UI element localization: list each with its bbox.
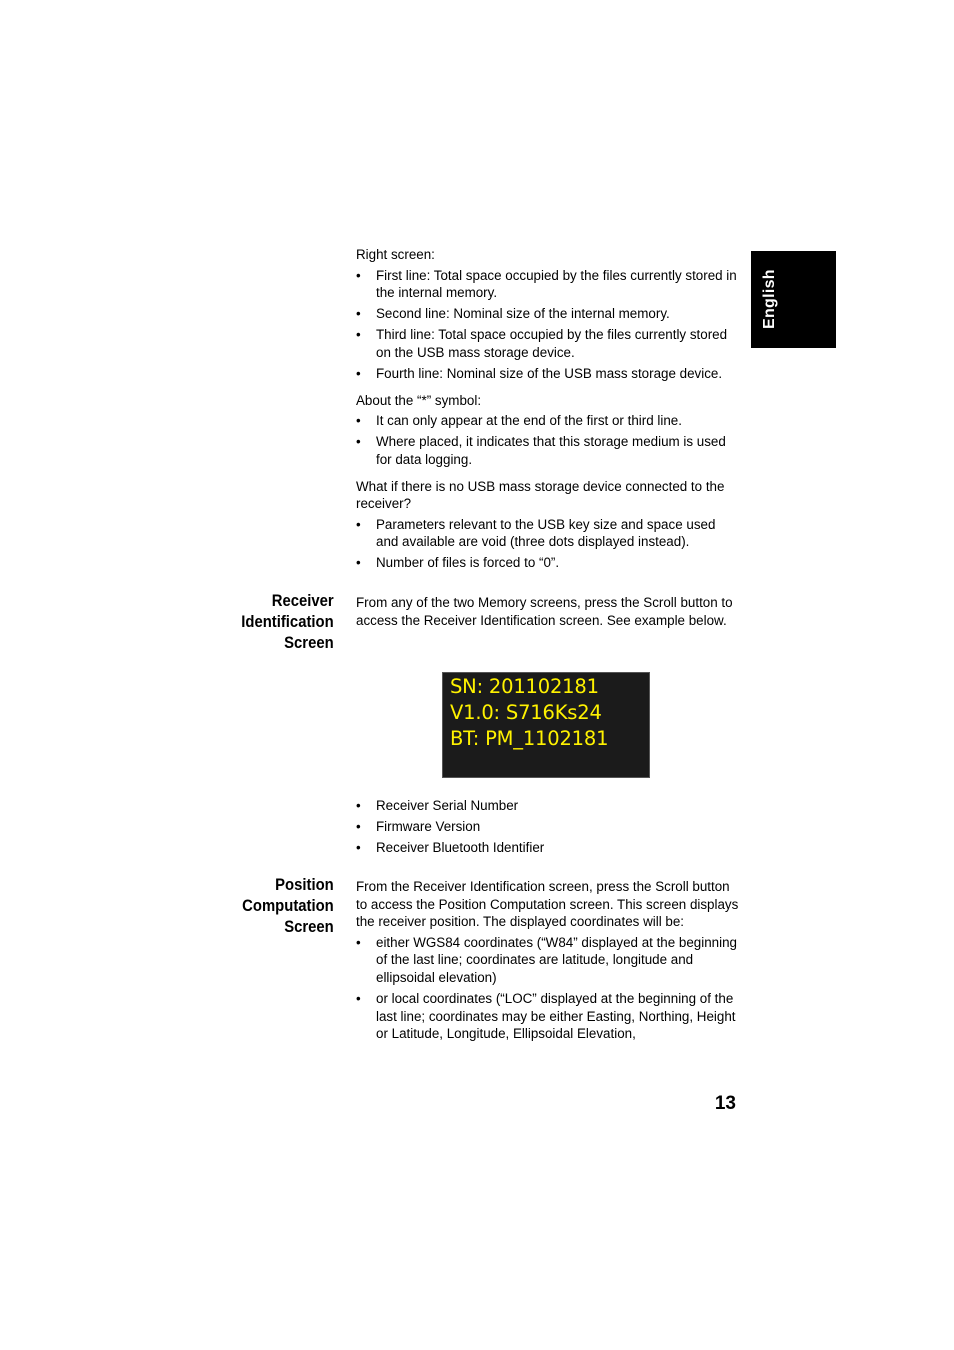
list-item: • Second line: Nominal size of the internal memory. [356, 305, 740, 323]
list-item: • Third line: Total space occupied by the files currently stored on the USB mass storage device. [356, 326, 740, 361]
receiver-identification-list-section [356, 794, 740, 860]
heading-line: Computation [242, 897, 334, 915]
list-item: • Receiver Bluetooth Identifier [356, 839, 740, 857]
paragraph: From any of the two Memory screens, press the Scroll button to access the Receiver Identification screen. See example below. [356, 595, 733, 628]
page-number: 13 [714, 1093, 736, 1114]
receiver-identification-intro [356, 594, 740, 629]
list-item: • or local coordinates (“LOC” displayed at the beginning of the last line; coordinates may be either Easting, Northing, Height or Latitude, Longitude, Ellipsoidal Elevation, [356, 990, 740, 1043]
heading-line: Position [275, 876, 334, 894]
language-tab [751, 251, 836, 348]
list-item: • Number of files is forced to “0”. [356, 554, 740, 572]
memory-notes-section [356, 246, 740, 576]
paragraph: From the Receiver Identification screen, press the Scroll button to access the Position Computation screen. This screen displays the receiver position. The displayed coordinates will be: [356, 879, 739, 930]
list-item: • Fourth line: Nominal size of the USB mass storage device. [356, 365, 740, 383]
heading-line: Screen [284, 918, 334, 936]
list-item: • either WGS84 coordinates (“W84” displayed at the beginning of the last line; coordinates are latitude, longitude and ellipsoidal elevation) [356, 934, 740, 987]
symbol-label: About the “*” symbol: [356, 392, 482, 408]
list-item: • First line: Total space occupied by the files currently stored in the internal memory. [356, 267, 740, 302]
receiver-display-screen [442, 672, 650, 778]
position-computation-section [356, 878, 740, 1046]
list-item: • Receiver Serial Number [356, 797, 740, 815]
heading-line: Receiver [272, 592, 334, 610]
list-item: • Where placed, it indicates that this storage medium is used for data logging. [356, 433, 740, 468]
receiver-identification-list [356, 797, 740, 857]
no-usb-question: What if there is no USB mass storage device connected to the receiver? [356, 478, 725, 512]
heading-line: Screen [284, 634, 334, 652]
bluetooth-line: BT: PM_1102181 [450, 727, 609, 750]
list-item: • It can only appear at the end of the first or third line. [356, 412, 740, 430]
coordinate-list [356, 934, 740, 1043]
right-screen-label: Right screen: [356, 247, 435, 262]
serial-number-line: SN: 201102181 [450, 675, 599, 698]
no-usb-list [356, 516, 740, 572]
receiver-identification-heading [242, 591, 334, 654]
right-screen-list [356, 267, 740, 383]
list-item: • Parameters relevant to the USB key size and space used and available are void (three dots displayed instead). [356, 516, 740, 551]
symbol-list [356, 412, 740, 468]
position-computation-heading [242, 875, 334, 938]
firmware-line: V1.0: S716Ks24 [450, 701, 602, 724]
list-item: • Firmware Version [356, 818, 740, 836]
heading-line: Identification [241, 613, 334, 631]
language-tab-label: English [761, 269, 778, 329]
